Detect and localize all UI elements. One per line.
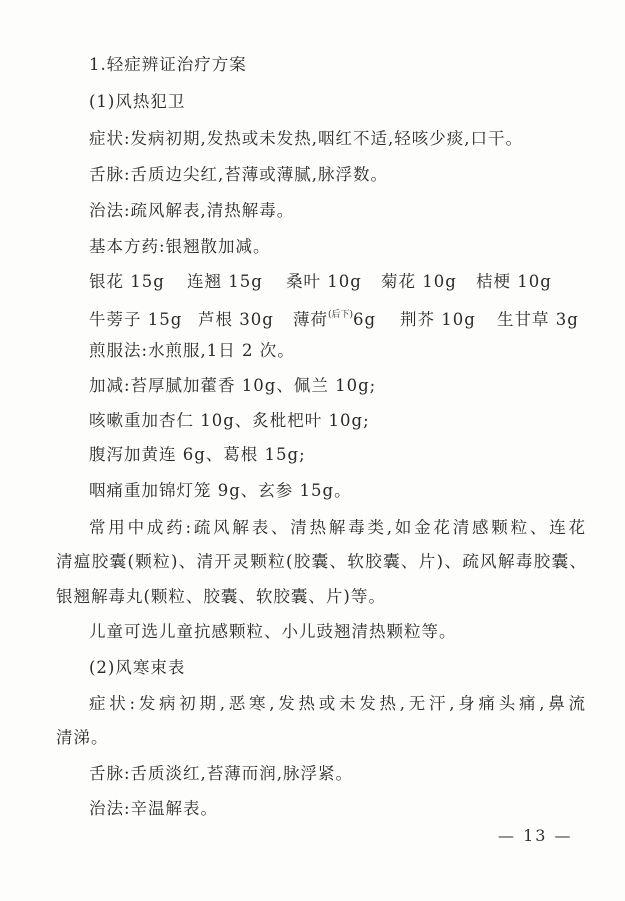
herb-item: 桑叶 10g [286,272,362,291]
herb-name: 薄荷 [293,310,328,329]
herb-list-row-2 [89,304,589,331]
children-medicine-line: 儿童可选儿童抗感颗粒、小儿豉翘清热颗粒等。 [89,622,457,641]
patent-medicine-line: 清瘟胶囊(颗粒)、清开灵颗粒(胶囊、软胶囊、片)、疏风解毒胶囊、 [56,552,586,571]
symptom-line: 症状:发病初期,恶寒,发热或未发热,无汗,身痛头痛,鼻流 [89,694,586,713]
formula-line: 基本方药:银翘散加减。 [89,237,271,256]
symptom-line: 症状:发病初期,发热或未发热,咽红不适,轻咳少痰,口干。 [89,129,524,148]
herb-note: (后下) [328,310,354,320]
patent-medicine-line: 银翘解毒丸(颗粒、胶囊、软胶囊、片)等。 [56,587,386,606]
herb-item: 连翘 15g [187,272,263,291]
tongue-pulse-line: 舌脉:舌质边尖红,苔薄或薄腻,脉浮数。 [89,165,389,184]
subsection-title-wind-heat: (1)风热犯卫 [89,92,186,111]
patent-medicine-line: 常用中成药:疏风解表、清热解毒类,如金花清感颗粒、连花 [89,518,586,537]
modification-line: 咽痛重加锦灯笼 9g、玄参 15g。 [89,481,352,500]
herb-dose: 6g [353,310,377,329]
herb-item: 芦根 30g [198,310,274,329]
section-title: 1.轻症辨证治疗方案 [89,55,247,74]
herb-item: 桔梗 10g [476,272,552,291]
herb-list-row-1 [89,271,559,293]
decoction-line: 煎服法:水煎服,1日 2 次。 [89,341,295,360]
modification-line: 咳嗽重加杏仁 10g、炙枇杷叶 10g; [89,411,370,430]
treatment-line: 治法:疏风解表,清热解毒。 [89,201,295,220]
herb-item: 菊花 10g [381,272,457,291]
page-number: — 13 — [498,826,573,845]
modification-line: 加减:苔厚腻加藿香 10g、佩兰 10g; [89,376,377,395]
subsection-title-wind-cold: (2)风寒束表 [89,658,186,677]
treatment-line: 治法:辛温解表。 [89,799,219,818]
herb-item: 牛蒡子 15g [89,310,183,329]
modification-line: 腹泻加黄连 6g、葛根 15g; [89,445,306,464]
herb-item: 荆芥 10g [400,310,476,329]
herb-item: 生甘草 3g [497,310,579,329]
tongue-pulse-line: 舌脉:舌质淡红,苔薄而润,脉浮紧。 [89,764,354,783]
herb-item-mint [293,304,400,331]
symptom-line-continued: 清涕。 [56,728,109,747]
herb-item: 银花 15g [89,272,165,291]
